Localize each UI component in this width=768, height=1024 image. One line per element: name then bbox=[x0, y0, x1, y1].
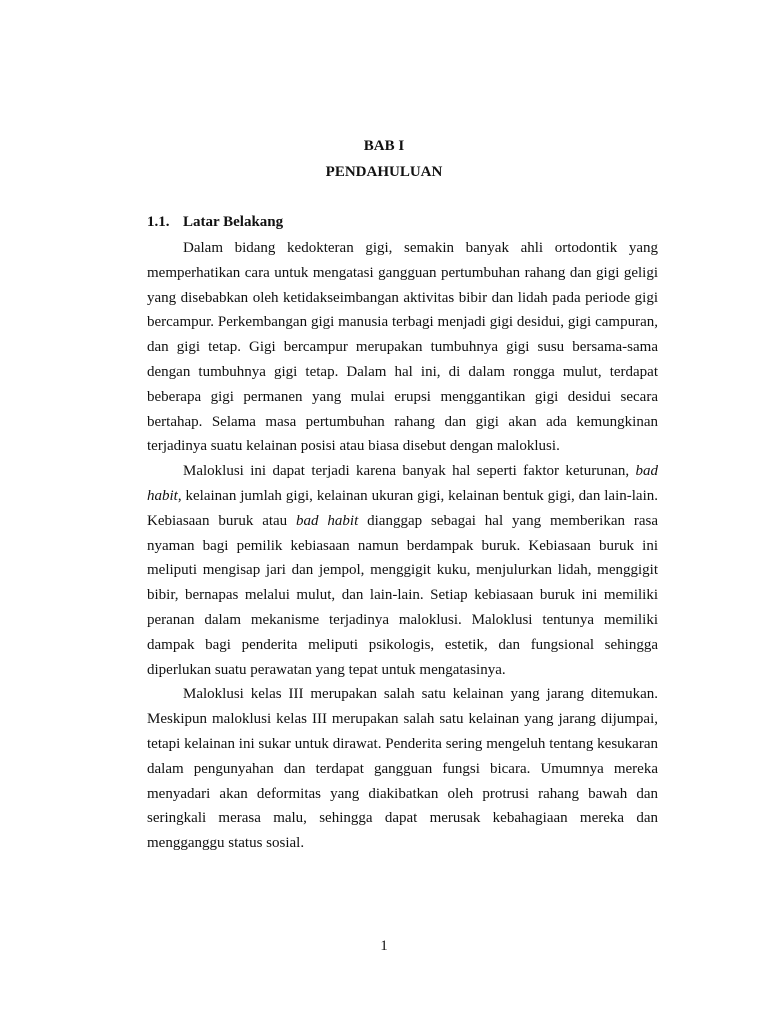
paragraph-text: Maloklusi ini dapat terjadi karena banyak hal seperti faktor keturunan, bbox=[183, 463, 636, 480]
section-title: Latar Belakang bbox=[183, 214, 284, 230]
chapter-number: BAB I bbox=[363, 138, 405, 154]
paragraph-text: Maloklusi kelas III merupakan salah satu kelainan yang jarang ditemukan. Meskipun maloklusi kelas III merupakan salah satu kelainan yang jarang dijumpai, tetapi kelainan ini sukar untuk dirawat. Penderita sering mengeluh tentang kesukaran dalam pengunyahan dan terdapat gangguan fungsi bicara. Umumnya mereka menyadari akan deformitas yang diakibatkan oleh protrusi rahang bawah dan seringkali merasa malu, sehingga dapat merusak kebahagiaan mereka dan mengganggu status sosial. bbox=[147, 686, 658, 852]
italic-term: bad habit bbox=[147, 463, 658, 504]
body-text bbox=[147, 236, 658, 856]
section-heading bbox=[147, 213, 283, 231]
paragraph-2 bbox=[147, 459, 658, 682]
chapter-title: PENDAHULUAN bbox=[325, 164, 443, 180]
paragraph-3 bbox=[147, 682, 658, 856]
paragraph-text: , kelainan jumlah gigi, kelainan ukuran gigi, kelainan bentuk gigi, dan lain-lain. Kebiasaan buruk atau bbox=[147, 487, 658, 529]
italic-term: bad habit bbox=[296, 512, 359, 529]
paragraph-1 bbox=[147, 236, 658, 459]
paragraph-text: Dalam bidang kedokteran gigi, semakin banyak ahli ortodontik yang memperhatikan cara untuk mengatasi gangguan pertumbuhan rahang dan gigi geligi yang disebabkan oleh ketidakseimbangan aktivitas bibir dan lidah pada periode gigi bercampur. Perkembangan gigi manusia terbagi menjadi gigi desidui, gigi campuran, dan gigi tetap. Gigi bercampur merupakan tumbuhnya gigi susu bersama-sama dengan tumbuhnya gigi tetap. Dalam hal ini, di dalam rongga mulut, terdapat beberapa gigi permanen yang mulai erupsi menggantikan gigi desidui secara bertahap. Selama masa pertumbuhan rahang dan gigi akan ada kemungkinan terjadinya suatu kelainan posisi atau biasa disebut dengan maloklusi. bbox=[147, 240, 658, 455]
page-number: 1 bbox=[380, 938, 388, 954]
section-number: 1.1. bbox=[147, 214, 170, 230]
paragraph-text: dianggap sebagai hal yang memberikan rasa nyaman bagi pemilik kebiasaan namun berdampak buruk. Kebiasaan buruk ini meliputi mengisap jari dan jempol, menggigit kuku, menjulurkan lidah, menggigit bibir, bernapas melalui mulut, dan lain-lain. Setiap kebiasaan buruk ini memiliki peranan dalam mekanisme terjadinya maloklusi. Maloklusi tentunya memiliki dampak bagi penderita meliputi psikologis, estetik, dan fungsional sehingga diperlukan suatu perawatan yang tepat untuk mengatasinya. bbox=[147, 512, 658, 678]
